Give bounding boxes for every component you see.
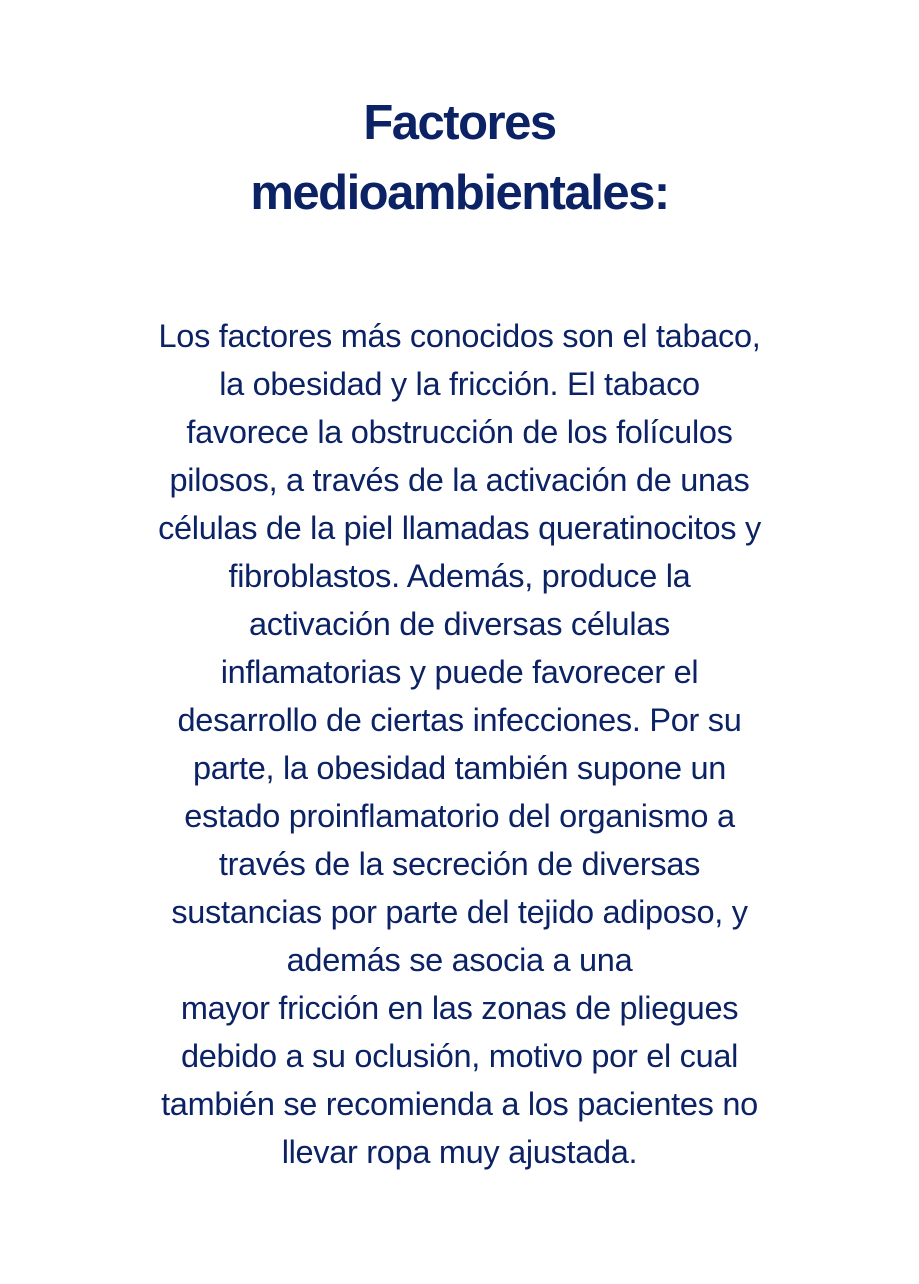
title-line: medioambientales: [250,166,669,220]
body-line: activación de diversas células [249,606,670,642]
body-line: Los factores más conocidos son el tabaco, [158,318,761,354]
body-paragraph [60,312,859,1176]
body-line: desarrollo de ciertas infecciones. Por su [177,702,742,738]
body-line: parte, la obesidad también supone un [192,750,727,786]
body-line: llevar ropa muy ajustada. [281,1134,638,1170]
body-line: estado proinflamatorio del organismo a [184,798,735,834]
body-line: fibroblastos. Además, produce la [228,558,691,594]
body-line: debido a su oclusión, motivo por el cual [180,1038,739,1074]
body-line: mayor fricción en las zonas de pliegues [180,990,739,1026]
body-line: través de la secreción de diversas [218,846,701,882]
title-line: Factores [363,96,556,150]
body-line: favorece la obstrucción de los folículos [186,414,733,450]
body-line: pilosos, a través de la activación de unas [169,462,750,498]
body-line: además se asocia a una [286,942,633,978]
body-line: células de la piel llamadas queratinocitos y [158,510,761,546]
body-line: sustancias por parte del tejido adiposo, y [171,894,748,930]
body-line: inflamatorias y puede favorecer el [220,654,699,690]
body-line: también se recomienda a los pacientes no [161,1086,758,1122]
page-title [0,88,919,228]
body-line: la obesidad y la fricción. El tabaco [219,366,700,402]
